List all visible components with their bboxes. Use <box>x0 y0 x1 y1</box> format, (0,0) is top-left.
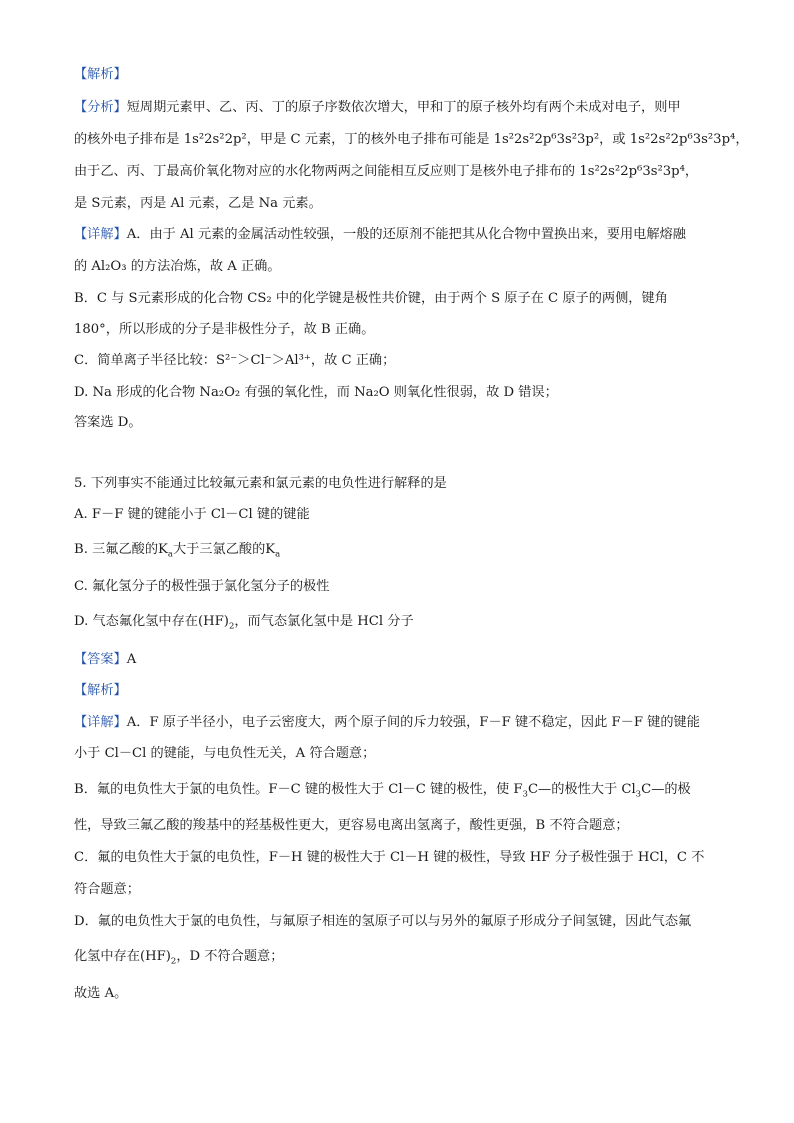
formula-cs2: CS₂ <box>247 291 272 306</box>
detail-a-line-1: 【详解】A．由于 Al 元素的金属活动性较强，一般的还原剂不能把其从化合物中置换出来，要用电解熔融 <box>74 227 686 242</box>
formula-na2o: Na₂O <box>354 385 390 400</box>
group-f3c: $F_3C$ <box>513 782 539 800</box>
analysis-line-3: 由于乙、丙、丁最高价氧化物对应的水化物两两之间能相互反应则丁是核外电子排布的 1s²2s²2p⁶3s²3p⁴， <box>74 164 699 179</box>
config-sulfur-2: 1s²2s²2p⁶3s²3p⁴ <box>579 164 685 179</box>
config-sulfur: 1s²2s²2p⁶3s²3p⁴ <box>629 132 736 147</box>
config-silicon: 1s²2s²2p⁶3s²3p² <box>493 132 600 147</box>
ka-symbol-2: $K_a$ <box>265 542 281 560</box>
detail-a-line-2: 的 Al₂O₃ 的方法冶炼，故 A 正确。 <box>74 259 281 274</box>
analysis-line-2: 的核外电子排布是 1s²2s²2p²，甲是 C 元素，丁的核外电子排布可能是 1s²2s²2p⁶3s²3p²，或 1s²2s²2p⁶3s²3p⁴， <box>74 132 749 147</box>
detail-c-line: C．简单离子半径比较：S²⁻＞Cl⁻＞Al³⁺，故 C 正确； <box>74 353 396 368</box>
formula-na2o2: Na₂O₂ <box>199 385 241 400</box>
group-cl3c: $Cl_3C$ <box>621 782 652 800</box>
q5-detail-c-line-1: C．氟的电负性大于氯的电负性，F－H 键的极性大于 Cl－H 键的极性，导致 HF 分子极性强于 HCl，C 不 <box>74 850 705 865</box>
detail-tag: 【详解】 <box>74 227 127 242</box>
analysis-line-1: 【分析】短周期元素甲、乙、丙、丁的原子序数依次增大，甲和丁的原子核外均有两个未成对电子，则甲 <box>74 100 681 115</box>
detail-d-line: D. Na 形成的化合物 Na₂O₂ 有强的氧化性，而 Na₂O 则氧化性很弱，故 D 错误； <box>74 385 558 400</box>
q5-detail-b-line-2: 性，导致三氟乙酸的羧基中的羟基极性更大，更容易电离出氢离子，酸性更强，B 不符合题意； <box>74 818 629 833</box>
formula-hcl: HCl <box>637 850 664 865</box>
final-answer-line: 故选 A。 <box>74 986 128 1001</box>
analysis-header-5: 【解析】 <box>74 683 127 698</box>
detail-b-line-2: 180°，所以形成的分子是非极性分子，故 B 正确。 <box>74 322 375 337</box>
option-b: B. 三氟乙酸的$K_a$大于三氯乙酸的$K_a$ <box>74 542 281 560</box>
answer-line-5 <box>74 651 136 669</box>
q5-detail-a-line-2: 小于 Cl－Cl 的键能，与电负性无关，A 符合题意； <box>74 746 376 761</box>
ka-symbol-1: $K_a$ <box>158 542 173 560</box>
analysis-line-4: 是 S元素，丙是 Al 元素，乙是 Na 元素。 <box>74 196 322 211</box>
q5-detail-c-line-2: 符合题意； <box>74 882 140 897</box>
detail-tag-5: 【详解】 <box>74 715 127 730</box>
option-c: C. 氟化氢分子的极性强于氯化氢分子的极性 <box>74 579 330 594</box>
formula-hf-dimer: $(HF)_2$ <box>198 614 235 632</box>
question-5-stem: 5. 下列事实不能通过比较氟元素和氯元素的电负性进行解释的是 <box>74 476 447 491</box>
analysis-tag: 【分析】 <box>74 100 127 115</box>
q5-detail-d-line-1: D．氟的电负性大于氯的电负性，与氟原子相连的氢原子可以与另外的氟原子形成分子间氢键，因此气态氟 <box>74 914 692 929</box>
analysis-header: 【解析】 <box>74 67 127 82</box>
q5-detail-a-line-1: 【详解】A．F 原子半径小，电子云密度大，两个原子间的斥力较强，F－F 键不稳定，因此 F－F 键的键能 <box>74 715 700 730</box>
answer-value: A <box>126 652 137 667</box>
detail-b-line-1: B．C 与 S元素形成的化合物 CS₂ 中的化学键是极性共价键，由于两个 S 原子在 C 原子的两侧，键角 <box>74 291 668 306</box>
option-a: A. F－F 键的键能小于 Cl－Cl 键的键能 <box>74 507 310 522</box>
formula-al2o3: Al₂O₃ <box>91 259 127 274</box>
answer-line: 答案选 D。 <box>74 415 142 430</box>
answer-tag: 【答案】 <box>74 652 127 667</box>
q5-detail-b-line-1: B．氟的电负性大于氯的电负性。F－C 键的极性大于 Cl－C 键的极性，使 $F_3C—$的极性大于 $Cl_3C—$的极 <box>74 782 691 800</box>
config-carbon: 1s²2s²2p² <box>183 132 247 147</box>
option-d: D. 气态氟化氢中存在$(HF)_2$，而气态氯化氢中是 HCl 分子 <box>74 614 414 632</box>
formula-hf-dimer-2: $(HF)_2$ <box>139 949 177 967</box>
q5-detail-d-line-2: 化氢中存在$(HF)_2$，D 不符合题意； <box>74 949 284 967</box>
ion-radius-order: S²⁻＞Cl⁻＞Al³⁺ <box>215 353 311 368</box>
